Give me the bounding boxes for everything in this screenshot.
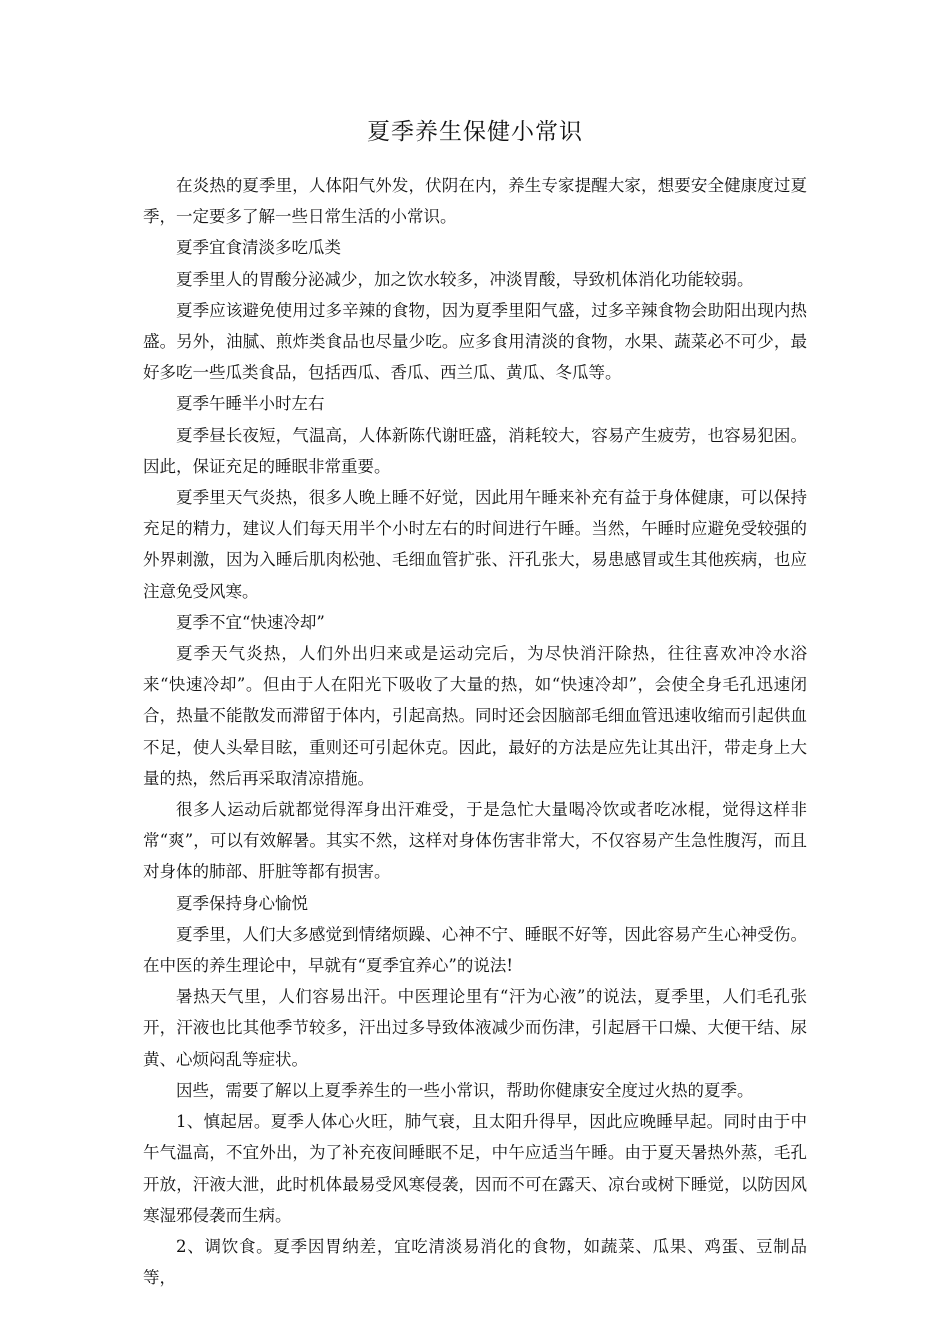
body-paragraph: 夏季昼长夜短，气温高，人体新陈代谢旺盛，消耗较大，容易产生疲劳，也容易犯困。因此，保证充足的睡眠非常重要。 [143, 425, 807, 476]
body-paragraph: 2、调饮食。夏季因胃纳差，宜吃清淡易消化的食物，如蔬菜、瓜果、鸡蛋、豆制品等， [143, 1236, 807, 1288]
body-paragraph: 1、慎起居。夏季人体心火旺，肺气衰，且太阳升得早，因此应晚睡早起。同时由于中午气温高，不宜外出，为了补充夜间睡眠不足，中午应适当午睡。由于夏天暑热外蒸，毛孔开放，汗液大泄，此时机体最易受风寒侵袭，因而不可在露天、凉台或树下睡觉，以防因风寒湿邪侵袭而生病。 [143, 1112, 807, 1225]
body-paragraph: 很多人运动后就都觉得浑身出汗难受，于是急忙大量喝冷饮或者吃冰棍，觉得这样非常“爽”，可以有效解暑。其实不然，这样对身体伤害非常大，不仅容易产生急性腹泻，而且对身体的肺部、肝脏等都有损害。 [143, 800, 807, 882]
body-paragraph: 夏季天气炎热，人们外出归来或是运动完后，为尽快消汗除热，往往喜欢冲冷水浴来“快速冷却”。但由于人在阳光下吸收了大量的热，如“快速冷却”，会使全身毛孔迅速闭合，热量不能散发而滞留于体内，引起高热。同时还会因脑部毛细血管迅速收缩而引起供血不足，使人头晕目眩，重则还可引起休克。因此，最好的方法是应先让其出汗，带走身上大量的热，然后再采取清凉措施。 [143, 644, 807, 788]
body-paragraph: 暑热天气里，人们容易出汗。中医理论里有“汗为心液”的说法，夏季里，人们毛孔张开，汗液也比其他季节较多，汗出过多导致体液减少而伤津，引起唇干口燥、大便干结、尿黄、心烦闷乱等症状。 [143, 987, 807, 1069]
body-paragraph: 在炎热的夏季里，人体阳气外发，伏阴在内，养生专家提醒大家，想要安全健康度过夏季，一定要多了解一些日常生活的小常识。 [143, 176, 807, 227]
body-paragraph: 夏季应该避免使用过多辛辣的食物，因为夏季里阳气盛，过多辛辣食物会助阳出现内热盛。另外，油腻、煎炸类食品也尽量少吃。应多食用清淡的食物，水果、蔬菜必不可少，最好多吃一些瓜类食品，包括西瓜、香瓜、西兰瓜、黄瓜、冬瓜等。 [143, 300, 807, 383]
document-body [143, 170, 807, 1293]
body-paragraph: 因些，需要了解以上夏季养生的一些小常识，帮助你健康安全度过火热的夏季。 [176, 1080, 754, 1100]
section-heading: 夏季不宜“快速冷却” [176, 612, 325, 632]
document-title: 夏季养生保健小常识 [367, 119, 583, 145]
section-heading: 夏季午睡半小时左右 [176, 394, 325, 414]
body-paragraph: 夏季里，人们大多感觉到情绪烦躁、心神不宁、睡眠不好等，因此容易产生心神受伤。在中医的养生理论中，早就有“夏季宜养心”的说法! [143, 924, 807, 976]
section-heading: 夏季保持身心愉悦 [176, 893, 308, 913]
section-heading: 夏季宜食清淡多吃瓜类 [176, 238, 341, 258]
body-paragraph: 夏季里人的胃酸分泌减少，加之饮水较多，冲淡胃酸，导致机体消化功能较弱。 [176, 269, 754, 289]
body-paragraph: 夏季里天气炎热，很多人晚上睡不好觉，因此用午睡来补充有益于身体健康，可以保持充足的精力，建议人们每天用半个小时左右的时间进行午睡。当然，午睡时应避免受较强的外界刺激，因为入睡后肌肉松弛、毛细血管扩张、汗孔张大，易患感冒或生其他疾病，也应注意免受风寒。 [143, 488, 807, 601]
